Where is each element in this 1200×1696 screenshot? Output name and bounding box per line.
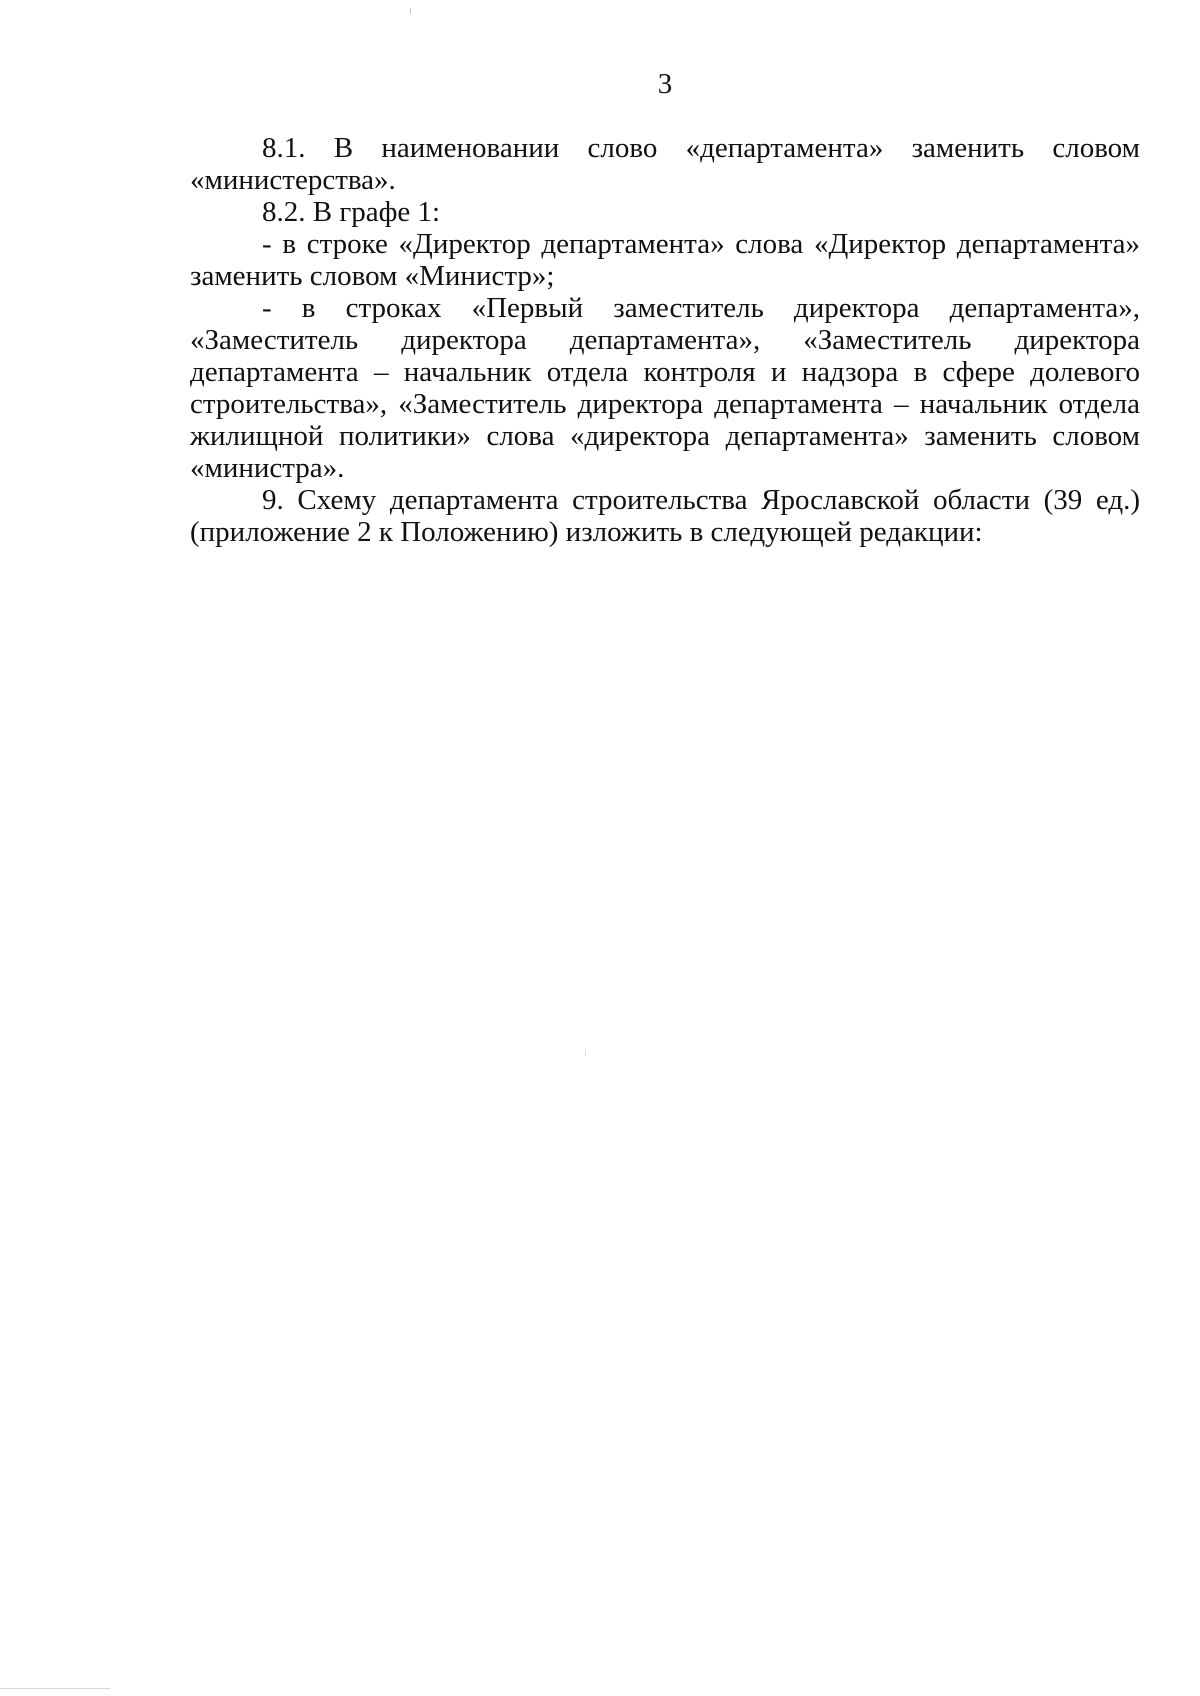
text-line: «министра». — [190, 452, 345, 484]
scan-artifact — [585, 1050, 586, 1056]
document-body — [190, 132, 1140, 548]
paragraph-8-2-item-1 — [190, 228, 1140, 292]
text-line: «министерства». — [190, 164, 396, 196]
page-number: 3 — [657, 68, 673, 100]
text-line: строительства», «Заместитель директора департамента – начальник отдела — [190, 388, 1140, 420]
text-line: (приложение 2 к Положению) изложить в следующей редакции: — [190, 516, 983, 548]
paragraph-8-2-item-2 — [190, 292, 1140, 484]
paragraph-9 — [190, 484, 1140, 548]
text-line: департамента – начальник отдела контроля и надзора в сфере долевого — [190, 356, 1140, 388]
text-line: 8.1. В наименовании слово «департамента» заменить словом — [262, 132, 1140, 164]
paragraph-8-1 — [190, 132, 1140, 196]
text-line: «Заместитель директора департамента», «Заместитель директора — [190, 324, 1140, 356]
text-line: 8.2. В графе 1: — [262, 196, 441, 228]
text-line: 9. Схему департамента строительства Ярославской области (39 ед.) — [262, 484, 1140, 516]
text-line: заменить словом «Министр»; — [190, 260, 555, 292]
scan-artifact — [410, 8, 411, 14]
text-line: - в строках «Первый заместитель директора департамента», — [262, 292, 1140, 324]
text-line: - в строке «Директор департамента» слова «Директор департамента» — [262, 228, 1140, 260]
scan-artifact — [0, 1688, 110, 1689]
paragraph-8-2 — [190, 196, 1140, 228]
text-line: жилищной политики» слова «директора департамента» заменить словом — [190, 420, 1140, 452]
